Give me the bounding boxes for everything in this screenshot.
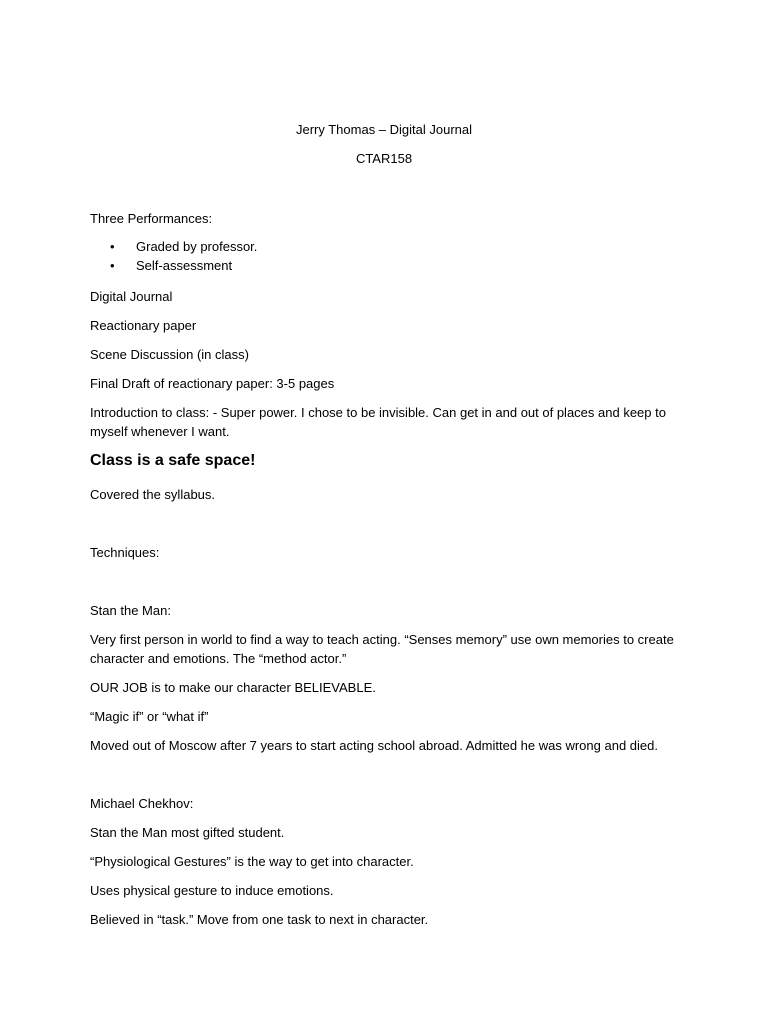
paragraph: “Magic if” or “what if” xyxy=(90,709,209,724)
paragraph: Covered the syllabus. xyxy=(90,487,216,502)
paragraph: Introduction to class: - Super power. I chose to be invisible. Can get in and out of places and keep to myself whenever I want. xyxy=(90,405,666,439)
section-label: Stan the Man: xyxy=(90,603,171,618)
bullet-item: Graded by professor. xyxy=(136,239,258,254)
paragraph: Scene Discussion (in class) xyxy=(90,347,249,362)
section-label: Michael Chekhov: xyxy=(90,796,194,811)
bullet-dot: • xyxy=(110,239,115,254)
paragraph: “Physiological Gestures” is the way to get into character. xyxy=(90,854,414,869)
paragraph: Digital Journal xyxy=(90,289,173,304)
section-label: Techniques: xyxy=(90,545,160,560)
paragraph: Final Draft of reactionary paper: 3-5 pages xyxy=(90,376,335,391)
paragraph: OUR JOB is to make our character BELIEVABLE. xyxy=(90,680,376,695)
paragraph: Very first person in world to find a way to teach acting. “Senses memory” use own memories to create character and emotions. The “method actor.” xyxy=(90,632,674,666)
section-heading: Class is a safe space! xyxy=(90,452,256,469)
paragraph: Uses physical gesture to induce emotions. xyxy=(90,883,334,898)
three-performances-label: Three Performances: xyxy=(90,211,213,226)
paragraph: Believed in “task.” Move from one task to next in character. xyxy=(90,912,429,927)
bullet-dot: • xyxy=(110,258,115,273)
bullet-item: Self-assessment xyxy=(136,258,233,273)
paragraph: Moved out of Moscow after 7 years to start acting school abroad. Admitted he was wrong and died. xyxy=(90,738,658,753)
paragraph: Reactionary paper xyxy=(90,318,197,333)
course-code: CTAR158 xyxy=(355,151,413,166)
document-title: Jerry Thomas – Digital Journal xyxy=(295,122,473,137)
paragraph: Stan the Man most gifted student. xyxy=(90,825,285,840)
